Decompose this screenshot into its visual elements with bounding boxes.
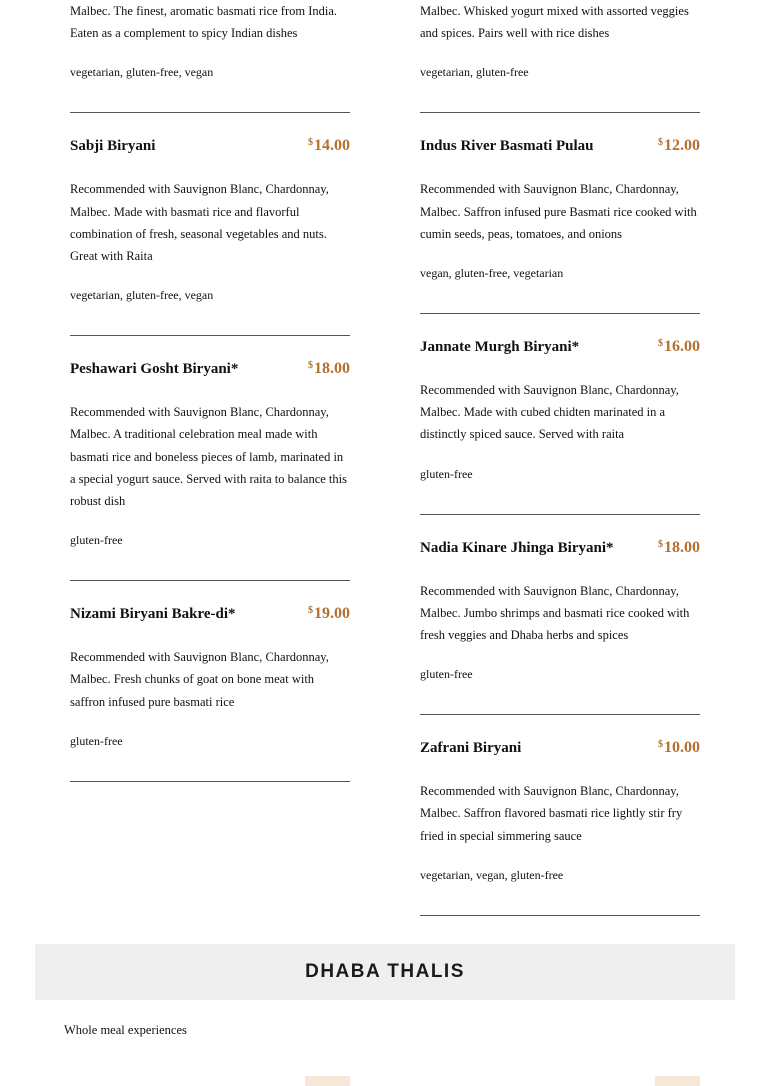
menu-item-sabji-biryani	[70, 113, 350, 336]
menu-item-description: Recommended with Sauvignon Blanc, Chardonnay, Malbec. Jumbo shrimps and basmati rice cooked with fresh veggies and Dhaba herbs and spices	[420, 583, 690, 643]
currency-symbol: $	[308, 605, 313, 617]
menu-item-name: Nadia Kinare Jhinga Biryani*	[420, 539, 614, 556]
menu-item-description: Recommended with Sauvignon Blanc, Chardonnay, Malbec. A traditional celebration meal made with basmati rice and boneless pieces of lamb, marinated in a special yogurt sauce. Served with raita to balance this robust dish	[70, 405, 347, 509]
menu-item-dietary-tags: vegan, gluten-free, vegetarian	[420, 266, 564, 281]
currency-symbol: $	[658, 538, 663, 550]
currency-symbol: $	[308, 137, 313, 149]
menu-column-right	[420, 0, 700, 916]
menu-item-dietary-tags: gluten-free	[420, 466, 473, 481]
menu-item-nizami-biryani-bakre-di	[70, 581, 350, 782]
menu-item-price	[308, 600, 350, 625]
menu-item-price	[658, 132, 700, 157]
price-value: 16.00	[664, 338, 700, 356]
menu-item-dietary-tags: gluten-free	[70, 733, 123, 748]
currency-symbol: $	[658, 739, 663, 751]
currency-symbol: $	[658, 137, 663, 149]
menu-item-name: Peshawari Gosht Biryani*	[70, 361, 239, 378]
menu-item-price	[658, 333, 700, 358]
menu-item-peshawari-gosht-biryani	[70, 336, 350, 581]
price-value: 18.00	[664, 538, 700, 556]
menu-item-nadia-kinare-jhinga-biryani	[420, 515, 700, 716]
menu-item-price	[308, 132, 350, 157]
currency-symbol: $	[658, 338, 663, 350]
menu-item-dietary-tags: gluten-free	[420, 667, 473, 682]
menu-item-dietary-tags: vegetarian, gluten-free	[420, 65, 529, 80]
menu-item-description: Recommended with Sauvignon Blanc, Chardonnay, Malbec. Made with basmati rice and flavorful combination of fresh, seasonal vegetables and nuts. Great with Raita	[70, 182, 329, 264]
menu-item-dietary-tags: gluten-free	[70, 533, 123, 548]
price-value: 12.00	[664, 137, 700, 155]
menu-item-header	[420, 132, 700, 157]
next-item-price-peek	[305, 1076, 350, 1086]
menu-item-name: Nizami Biryani Bakre-di*	[70, 606, 236, 623]
menu-item-header	[70, 355, 350, 380]
menu-item-name: Jannate Murgh Biryani*	[420, 339, 580, 356]
menu-item-description: Malbec. The finest, aromatic basmati rice from India. Eaten as a complement to spicy Indian dishes	[70, 4, 338, 41]
section-header-dhaba-thalis	[35, 944, 735, 1000]
menu-item-indus-river-basmati-pulau	[420, 113, 700, 314]
menu-item-price	[658, 534, 700, 559]
section-title: DHABA THALIS	[305, 961, 465, 982]
menu-item-name: Indus River Basmati Pulau	[420, 138, 594, 155]
menu-item-partial-0	[420, 0, 700, 113]
menu-item-price	[308, 355, 350, 380]
menu-item-jannate-murgh-biryani	[420, 314, 700, 515]
menu-item-dietary-tags: vegetarian, vegan, gluten-free	[420, 867, 564, 882]
currency-symbol: $	[308, 360, 313, 372]
menu-item-zafrani-biryani	[420, 715, 700, 916]
menu-item-description: Recommended with Sauvignon Blanc, Chardonnay, Malbec. Fresh chunks of goat on bone meat with saffron infused pure basmati rice	[70, 650, 329, 709]
menu-item-header	[420, 534, 700, 559]
menu-item-dietary-tags: vegetarian, gluten-free, vegan	[70, 65, 214, 80]
menu-item-description: Recommended with Sauvignon Blanc, Chardonnay, Malbec. Saffron infused pure Basmati rice cooked with cumin seeds, peas, tomatoes, and onions	[420, 182, 697, 241]
menu-item-header	[420, 333, 700, 358]
price-value: 19.00	[314, 605, 350, 623]
menu-item-partial-0	[70, 0, 350, 113]
menu-item-description: Recommended with Sauvignon Blanc, Chardonnay, Malbec. Saffron flavored basmati rice lightly stir fry fried in special simmering sauce	[420, 784, 683, 843]
menu-item-description: Malbec. Whisked yogurt mixed with assorted veggies and spices. Pairs well with rice dishes	[420, 4, 689, 41]
menu-item-price	[658, 734, 700, 759]
menu-item-header	[70, 600, 350, 625]
price-value: 10.00	[664, 739, 700, 757]
menu-item-header	[420, 734, 700, 759]
price-value: 18.00	[314, 360, 350, 378]
menu-column-left	[70, 0, 350, 782]
menu-item-name: Zafrani Biryani	[420, 740, 522, 757]
menu-item-header	[70, 132, 350, 157]
menu-item-description: Recommended with Sauvignon Blanc, Chardonnay, Malbec. Made with cubed chidten marinated in a distinctly spiced sauce. Served with raita	[420, 383, 679, 442]
menu-item-name: Sabji Biryani	[70, 138, 156, 155]
price-value: 14.00	[314, 137, 350, 155]
menu-item-dietary-tags: vegetarian, gluten-free, vegan	[70, 288, 214, 303]
section-subtitle: Whole meal experiences	[64, 1023, 187, 1037]
next-item-price-peek	[655, 1076, 700, 1086]
